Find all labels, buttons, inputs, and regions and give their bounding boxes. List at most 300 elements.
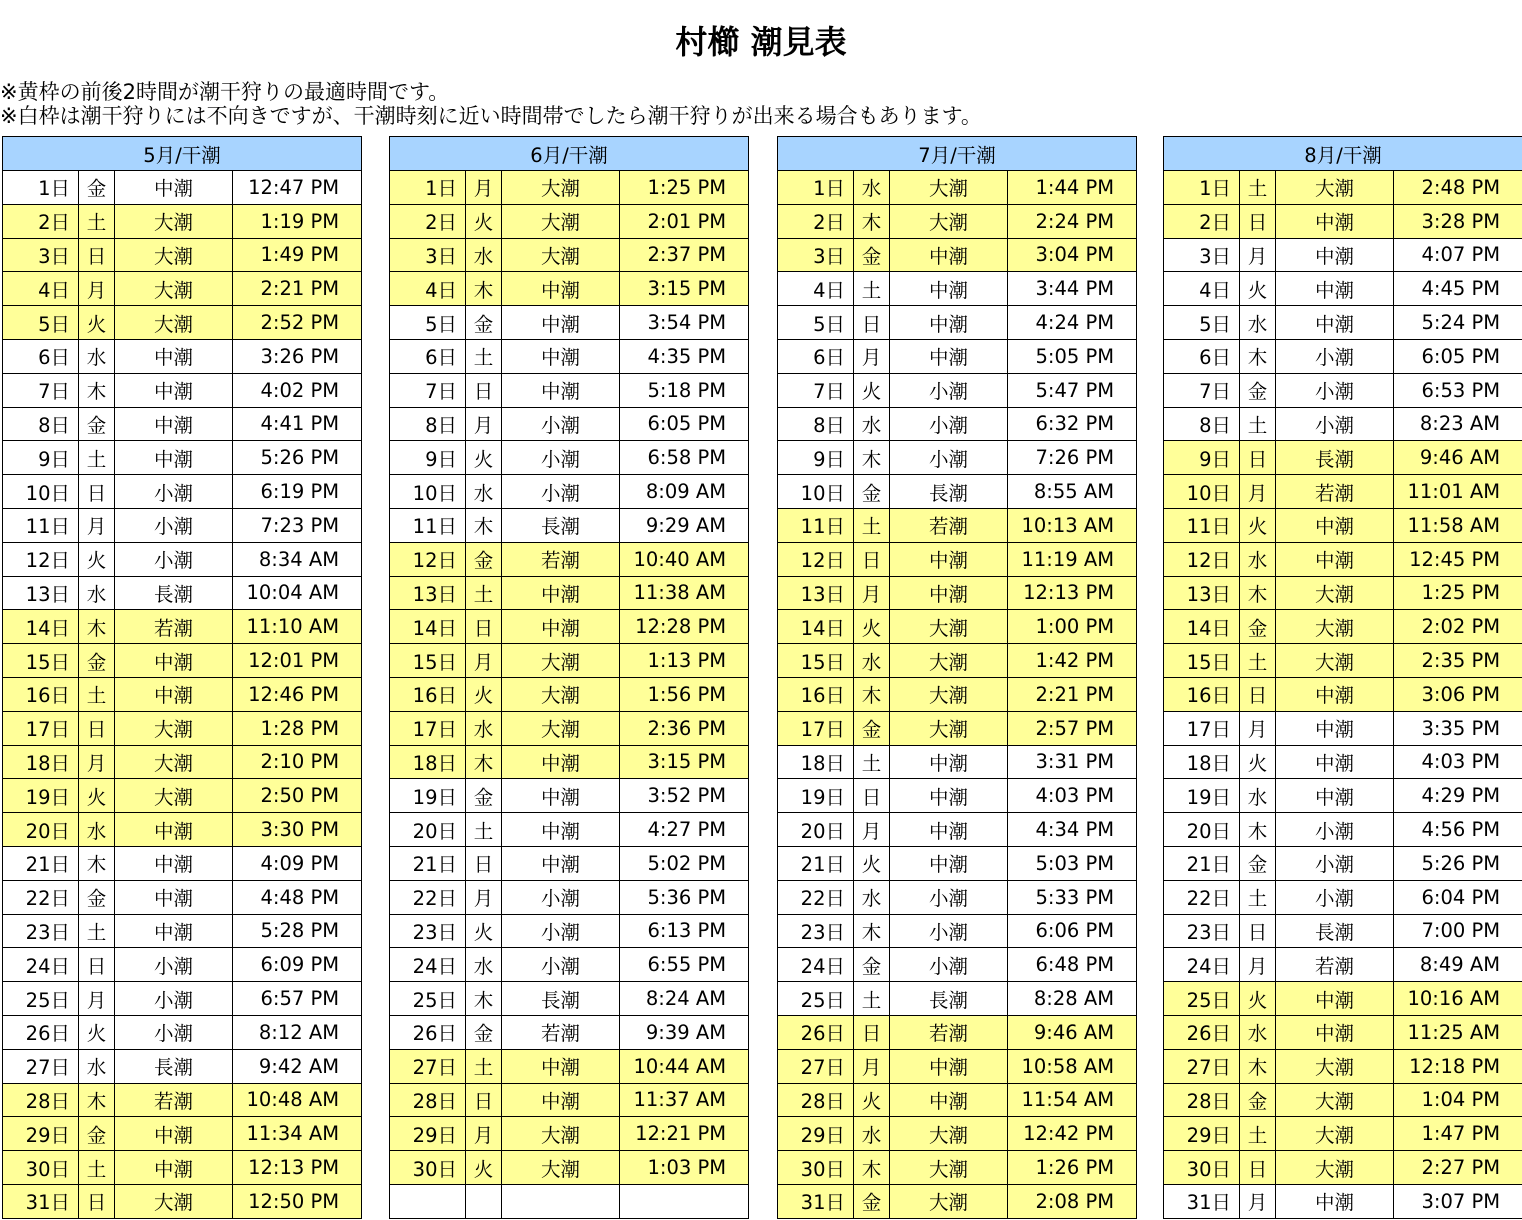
date-cell: 5日 — [1164, 306, 1240, 340]
low-tide-time-cell: 4:24 PM — [1008, 306, 1137, 340]
weekday-cell: 火 — [1240, 272, 1276, 306]
low-tide-time-cell: 8:24 AM — [620, 982, 749, 1016]
low-tide-time-cell: 12:28 PM — [620, 610, 749, 644]
low-tide-time-cell: 11:10 AM — [233, 610, 362, 644]
table-row — [778, 779, 1137, 813]
tide-type-cell: 大潮 — [890, 204, 1008, 238]
low-tide-time-cell: 4:03 PM — [1394, 745, 1522, 779]
tide-type-cell: 大潮 — [1276, 1083, 1394, 1117]
table-row — [778, 339, 1137, 373]
page-title: 村櫛 潮見表 — [675, 23, 847, 61]
tide-type-cell: 大潮 — [1276, 1049, 1394, 1083]
low-tide-time-cell: 8:55 AM — [1008, 475, 1137, 509]
tide-type-cell: 大潮 — [115, 204, 233, 238]
weekday-cell: 土 — [1240, 880, 1276, 914]
tide-type-cell: 小潮 — [1276, 880, 1394, 914]
low-tide-time-cell: 12:50 PM — [233, 1184, 362, 1218]
tide-type-cell — [502, 1184, 620, 1218]
table-row — [390, 610, 749, 644]
low-tide-time-cell: 12:46 PM — [233, 677, 362, 711]
table-row — [390, 576, 749, 610]
weekday-cell: 木 — [79, 373, 115, 407]
tide-type-cell: 若潮 — [502, 542, 620, 576]
date-cell: 14日 — [1164, 610, 1240, 644]
date-cell: 28日 — [1164, 1083, 1240, 1117]
tide-type-cell: 中潮 — [502, 373, 620, 407]
date-cell: 5日 — [390, 306, 466, 340]
tide-type-cell: 中潮 — [115, 644, 233, 678]
date-cell: 11日 — [3, 508, 79, 542]
month-table-august — [1163, 136, 1522, 1219]
low-tide-time-cell: 5:24 PM — [1394, 306, 1522, 340]
date-cell: 16日 — [390, 677, 466, 711]
tide-type-cell: 大潮 — [890, 1117, 1008, 1151]
tide-type-cell: 小潮 — [890, 441, 1008, 475]
tide-type-cell: 大潮 — [1276, 610, 1394, 644]
date-cell: 25日 — [778, 982, 854, 1016]
table-row — [1164, 1151, 1522, 1185]
low-tide-time-cell: 8:49 AM — [1394, 948, 1522, 982]
weekday-cell: 土 — [466, 339, 502, 373]
date-cell: 22日 — [390, 880, 466, 914]
low-tide-time-cell: 2:27 PM — [1394, 1151, 1522, 1185]
weekday-cell: 水 — [854, 1117, 890, 1151]
date-cell: 11日 — [390, 508, 466, 542]
date-cell: 1日 — [778, 171, 854, 205]
date-cell: 5日 — [3, 306, 79, 340]
weekday-cell: 日 — [1240, 914, 1276, 948]
weekday-cell: 水 — [466, 711, 502, 745]
tide-type-cell: 中潮 — [115, 1151, 233, 1185]
low-tide-time-cell: 5:28 PM — [233, 914, 362, 948]
table-row — [778, 204, 1137, 238]
date-cell: 20日 — [1164, 813, 1240, 847]
table-row — [1164, 171, 1522, 205]
weekday-cell: 土 — [79, 204, 115, 238]
low-tide-time-cell: 3:44 PM — [1008, 272, 1137, 306]
table-row — [3, 1184, 362, 1218]
low-tide-time-cell: 1:26 PM — [1008, 1151, 1137, 1185]
date-cell: 29日 — [390, 1117, 466, 1151]
weekday-cell: 日 — [854, 779, 890, 813]
table-row — [390, 204, 749, 238]
low-tide-time-cell: 11:54 AM — [1008, 1083, 1137, 1117]
date-cell: 15日 — [778, 644, 854, 678]
table-row — [778, 576, 1137, 610]
tide-type-cell: 中潮 — [115, 1117, 233, 1151]
low-tide-time-cell: 8:09 AM — [620, 475, 749, 509]
tide-type-cell: 中潮 — [502, 1049, 620, 1083]
tide-type-cell: 長潮 — [502, 982, 620, 1016]
date-cell: 18日 — [390, 745, 466, 779]
date-cell: 8日 — [390, 407, 466, 441]
weekday-cell: 土 — [79, 1151, 115, 1185]
low-tide-time-cell: 4:09 PM — [233, 846, 362, 880]
tide-type-cell: 中潮 — [115, 880, 233, 914]
date-cell: 9日 — [390, 441, 466, 475]
date-cell: 6日 — [3, 339, 79, 373]
table-row — [1164, 813, 1522, 847]
table-row — [3, 441, 362, 475]
date-cell: 24日 — [390, 948, 466, 982]
low-tide-time-cell: 6:48 PM — [1008, 948, 1137, 982]
table-row — [1164, 542, 1522, 576]
date-cell: 4日 — [3, 272, 79, 306]
weekday-cell: 月 — [854, 339, 890, 373]
table-row — [778, 508, 1137, 542]
tide-type-cell: 大潮 — [890, 171, 1008, 205]
weekday-cell: 水 — [79, 576, 115, 610]
tide-type-cell: 小潮 — [1276, 373, 1394, 407]
table-row — [3, 204, 362, 238]
date-cell: 17日 — [1164, 711, 1240, 745]
table-row — [778, 542, 1137, 576]
weekday-cell: 日 — [466, 610, 502, 644]
weekday-cell: 木 — [79, 610, 115, 644]
low-tide-time-cell: 10:04 AM — [233, 576, 362, 610]
date-cell: 11日 — [778, 508, 854, 542]
low-tide-time-cell: 2:02 PM — [1394, 610, 1522, 644]
tide-type-cell: 大潮 — [890, 610, 1008, 644]
low-tide-time-cell: 3:06 PM — [1394, 677, 1522, 711]
tide-type-cell: 長潮 — [890, 982, 1008, 1016]
table-row — [390, 982, 749, 1016]
weekday-cell: 火 — [466, 914, 502, 948]
table-row — [1164, 711, 1522, 745]
date-cell: 13日 — [1164, 576, 1240, 610]
weekday-cell: 土 — [1240, 407, 1276, 441]
tide-type-cell: 中潮 — [890, 272, 1008, 306]
weekday-cell: 土 — [1240, 1117, 1276, 1151]
tide-type-cell: 中潮 — [890, 1049, 1008, 1083]
weekday-cell: 月 — [854, 813, 890, 847]
weekday-cell: 火 — [854, 373, 890, 407]
table-row — [1164, 407, 1522, 441]
date-cell: 14日 — [3, 610, 79, 644]
tide-type-cell: 長潮 — [890, 475, 1008, 509]
date-cell: 28日 — [3, 1083, 79, 1117]
table-row — [390, 272, 749, 306]
date-cell: 25日 — [3, 982, 79, 1016]
weekday-cell: 水 — [854, 407, 890, 441]
date-cell: 9日 — [1164, 441, 1240, 475]
date-cell: 7日 — [778, 373, 854, 407]
weekday-cell: 水 — [854, 644, 890, 678]
low-tide-time-cell: 12:45 PM — [1394, 542, 1522, 576]
table-row — [778, 1151, 1137, 1185]
tide-type-cell: 中潮 — [502, 306, 620, 340]
table-row — [778, 1083, 1137, 1117]
tide-type-cell: 中潮 — [1276, 238, 1394, 272]
table-row — [1164, 475, 1522, 509]
table-row — [3, 914, 362, 948]
date-cell: 30日 — [1164, 1151, 1240, 1185]
weekday-cell: 水 — [1240, 306, 1276, 340]
tide-type-cell: 小潮 — [115, 508, 233, 542]
weekday-cell: 木 — [79, 846, 115, 880]
tide-type-cell: 中潮 — [502, 813, 620, 847]
tide-type-cell: 小潮 — [890, 914, 1008, 948]
table-row — [3, 846, 362, 880]
tide-type-cell: 中潮 — [890, 779, 1008, 813]
low-tide-time-cell: 7:23 PM — [233, 508, 362, 542]
date-cell: 31日 — [1164, 1184, 1240, 1218]
date-cell: 19日 — [1164, 779, 1240, 813]
date-cell: 4日 — [778, 272, 854, 306]
weekday-cell: 水 — [1240, 779, 1276, 813]
low-tide-time-cell: 11:25 AM — [1394, 1015, 1522, 1049]
low-tide-time-cell: 9:42 AM — [233, 1049, 362, 1083]
weekday-cell: 月 — [466, 880, 502, 914]
date-cell: 19日 — [390, 779, 466, 813]
table-row — [1164, 644, 1522, 678]
table-row — [3, 1083, 362, 1117]
weekday-cell: 日 — [1240, 441, 1276, 475]
date-cell: 30日 — [778, 1151, 854, 1185]
weekday-cell: 火 — [79, 1015, 115, 1049]
weekday-cell: 月 — [854, 576, 890, 610]
tide-type-cell: 長潮 — [115, 576, 233, 610]
low-tide-time-cell: 7:26 PM — [1008, 441, 1137, 475]
table-row — [1164, 508, 1522, 542]
weekday-cell: 金 — [1240, 373, 1276, 407]
weekday-cell: 木 — [854, 677, 890, 711]
low-tide-time-cell: 2:21 PM — [1008, 677, 1137, 711]
date-cell: 7日 — [3, 373, 79, 407]
low-tide-time-cell: 2:52 PM — [233, 306, 362, 340]
date-cell: 24日 — [778, 948, 854, 982]
tide-type-cell: 中潮 — [1276, 542, 1394, 576]
table-row — [3, 407, 362, 441]
low-tide-time-cell: 4:03 PM — [1008, 779, 1137, 813]
table-row — [390, 339, 749, 373]
weekday-cell: 木 — [466, 982, 502, 1016]
table-row — [390, 846, 749, 880]
month-header: 7月/干潮 — [778, 137, 1137, 171]
table-row — [3, 339, 362, 373]
weekday-cell: 日 — [79, 238, 115, 272]
tide-type-cell: 小潮 — [1276, 846, 1394, 880]
tide-type-cell: 中潮 — [890, 813, 1008, 847]
weekday-cell: 金 — [466, 542, 502, 576]
date-cell: 23日 — [778, 914, 854, 948]
tide-type-cell: 中潮 — [890, 238, 1008, 272]
weekday-cell: 水 — [466, 948, 502, 982]
date-cell: 12日 — [390, 542, 466, 576]
date-cell: 6日 — [1164, 339, 1240, 373]
date-cell: 27日 — [778, 1049, 854, 1083]
weekday-cell: 土 — [466, 1049, 502, 1083]
table-row — [3, 779, 362, 813]
low-tide-time-cell: 6:04 PM — [1394, 880, 1522, 914]
tide-type-cell: 小潮 — [502, 475, 620, 509]
tide-type-cell: 長潮 — [1276, 914, 1394, 948]
low-tide-time-cell: 1:47 PM — [1394, 1117, 1522, 1151]
table-row — [3, 1117, 362, 1151]
weekday-cell: 木 — [466, 508, 502, 542]
table-row — [778, 1015, 1137, 1049]
weekday-cell: 金 — [854, 475, 890, 509]
weekday-cell: 水 — [466, 238, 502, 272]
low-tide-time-cell: 11:58 AM — [1394, 508, 1522, 542]
date-cell: 12日 — [778, 542, 854, 576]
low-tide-time-cell: 5:05 PM — [1008, 339, 1137, 373]
low-tide-time-cell: 2:10 PM — [233, 745, 362, 779]
weekday-cell: 月 — [79, 508, 115, 542]
date-cell: 2日 — [390, 204, 466, 238]
low-tide-time-cell: 4:27 PM — [620, 813, 749, 847]
date-cell: 17日 — [3, 711, 79, 745]
date-cell: 16日 — [778, 677, 854, 711]
date-cell: 22日 — [1164, 880, 1240, 914]
date-cell: 1日 — [3, 171, 79, 205]
table-row — [1164, 576, 1522, 610]
table-row — [390, 306, 749, 340]
weekday-cell: 木 — [854, 441, 890, 475]
tide-type-cell: 中潮 — [502, 846, 620, 880]
date-cell: 9日 — [3, 441, 79, 475]
table-row — [390, 508, 749, 542]
low-tide-time-cell: 1:56 PM — [620, 677, 749, 711]
date-cell: 29日 — [778, 1117, 854, 1151]
low-tide-time-cell: 8:23 AM — [1394, 407, 1522, 441]
weekday-cell: 火 — [466, 677, 502, 711]
weekday-cell: 日 — [79, 711, 115, 745]
low-tide-time-cell: 12:42 PM — [1008, 1117, 1137, 1151]
date-cell: 3日 — [778, 238, 854, 272]
weekday-cell: 火 — [1240, 745, 1276, 779]
table-row — [390, 677, 749, 711]
weekday-cell: 日 — [1240, 1151, 1276, 1185]
date-cell: 26日 — [3, 1015, 79, 1049]
date-cell: 20日 — [778, 813, 854, 847]
tide-type-cell: 大潮 — [115, 272, 233, 306]
low-tide-time-cell: 1:00 PM — [1008, 610, 1137, 644]
date-cell: 2日 — [1164, 204, 1240, 238]
low-tide-time-cell — [620, 1184, 749, 1218]
weekday-cell: 金 — [854, 238, 890, 272]
date-cell: 22日 — [3, 880, 79, 914]
table-row — [3, 576, 362, 610]
table-row — [778, 914, 1137, 948]
low-tide-time-cell: 3:52 PM — [620, 779, 749, 813]
tide-type-cell: 中潮 — [115, 407, 233, 441]
table-row — [390, 238, 749, 272]
weekday-cell: 金 — [79, 644, 115, 678]
low-tide-time-cell: 11:01 AM — [1394, 475, 1522, 509]
tide-type-cell: 大潮 — [890, 1151, 1008, 1185]
date-cell: 21日 — [390, 846, 466, 880]
tide-type-cell: 中潮 — [1276, 982, 1394, 1016]
table-row — [778, 711, 1137, 745]
table-row — [1164, 204, 1522, 238]
low-tide-time-cell: 1:49 PM — [233, 238, 362, 272]
tide-type-cell: 小潮 — [502, 880, 620, 914]
weekday-cell: 木 — [854, 1151, 890, 1185]
weekday-cell: 水 — [1240, 1015, 1276, 1049]
tide-type-cell: 中潮 — [890, 306, 1008, 340]
weekday-cell: 月 — [466, 171, 502, 205]
table-row — [3, 1151, 362, 1185]
weekday-cell: 日 — [79, 948, 115, 982]
table-row — [1164, 914, 1522, 948]
tide-type-cell: 小潮 — [115, 948, 233, 982]
low-tide-time-cell: 1:42 PM — [1008, 644, 1137, 678]
date-cell: 10日 — [3, 475, 79, 509]
date-cell: 13日 — [390, 576, 466, 610]
low-tide-time-cell: 2:08 PM — [1008, 1184, 1137, 1218]
tide-type-cell: 長潮 — [502, 508, 620, 542]
low-tide-time-cell: 3:04 PM — [1008, 238, 1137, 272]
date-cell: 24日 — [3, 948, 79, 982]
table-row — [1164, 272, 1522, 306]
tide-type-cell: 中潮 — [890, 339, 1008, 373]
weekday-cell: 日 — [79, 1184, 115, 1218]
date-cell: 10日 — [778, 475, 854, 509]
tide-type-cell: 中潮 — [502, 339, 620, 373]
low-tide-time-cell: 2:36 PM — [620, 711, 749, 745]
weekday-cell: 木 — [1240, 576, 1276, 610]
weekday-cell: 土 — [854, 508, 890, 542]
table-row — [778, 745, 1137, 779]
low-tide-time-cell: 9:39 AM — [620, 1015, 749, 1049]
date-cell: 26日 — [390, 1015, 466, 1049]
tide-type-cell: 中潮 — [1276, 204, 1394, 238]
weekday-cell: 月 — [79, 272, 115, 306]
tide-type-cell: 大潮 — [115, 1184, 233, 1218]
weekday-cell: 土 — [466, 576, 502, 610]
date-cell: 29日 — [1164, 1117, 1240, 1151]
low-tide-time-cell: 1:28 PM — [233, 711, 362, 745]
weekday-cell: 木 — [1240, 339, 1276, 373]
table-row — [3, 1015, 362, 1049]
date-cell: 21日 — [1164, 846, 1240, 880]
table-row — [3, 711, 362, 745]
low-tide-time-cell: 4:34 PM — [1008, 813, 1137, 847]
table-row — [778, 880, 1137, 914]
note-optimal-time: ※黄枠の前後2時間が潮干狩りの最適時間です。 — [0, 80, 450, 104]
low-tide-time-cell: 8:34 AM — [233, 542, 362, 576]
date-cell: 27日 — [1164, 1049, 1240, 1083]
table-row — [1164, 779, 1522, 813]
date-cell: 11日 — [1164, 508, 1240, 542]
table-row — [1164, 846, 1522, 880]
low-tide-time-cell: 6:09 PM — [233, 948, 362, 982]
month-header: 8月/干潮 — [1164, 137, 1522, 171]
date-cell: 18日 — [3, 745, 79, 779]
date-cell: 27日 — [390, 1049, 466, 1083]
weekday-cell: 水 — [854, 880, 890, 914]
month-table-may — [2, 136, 362, 1219]
date-cell: 4日 — [390, 272, 466, 306]
date-cell: 13日 — [3, 576, 79, 610]
table-row — [3, 644, 362, 678]
weekday-cell: 木 — [466, 745, 502, 779]
tide-type-cell: 大潮 — [502, 1151, 620, 1185]
date-cell: 29日 — [3, 1117, 79, 1151]
weekday-cell: 日 — [854, 306, 890, 340]
date-cell: 12日 — [3, 542, 79, 576]
date-cell: 8日 — [3, 407, 79, 441]
weekday-cell: 金 — [854, 948, 890, 982]
table-row — [3, 475, 362, 509]
date-cell: 16日 — [1164, 677, 1240, 711]
table-row — [1164, 238, 1522, 272]
tide-type-cell: 若潮 — [1276, 948, 1394, 982]
date-cell: 23日 — [1164, 914, 1240, 948]
date-cell: 24日 — [1164, 948, 1240, 982]
weekday-cell: 日 — [854, 1015, 890, 1049]
